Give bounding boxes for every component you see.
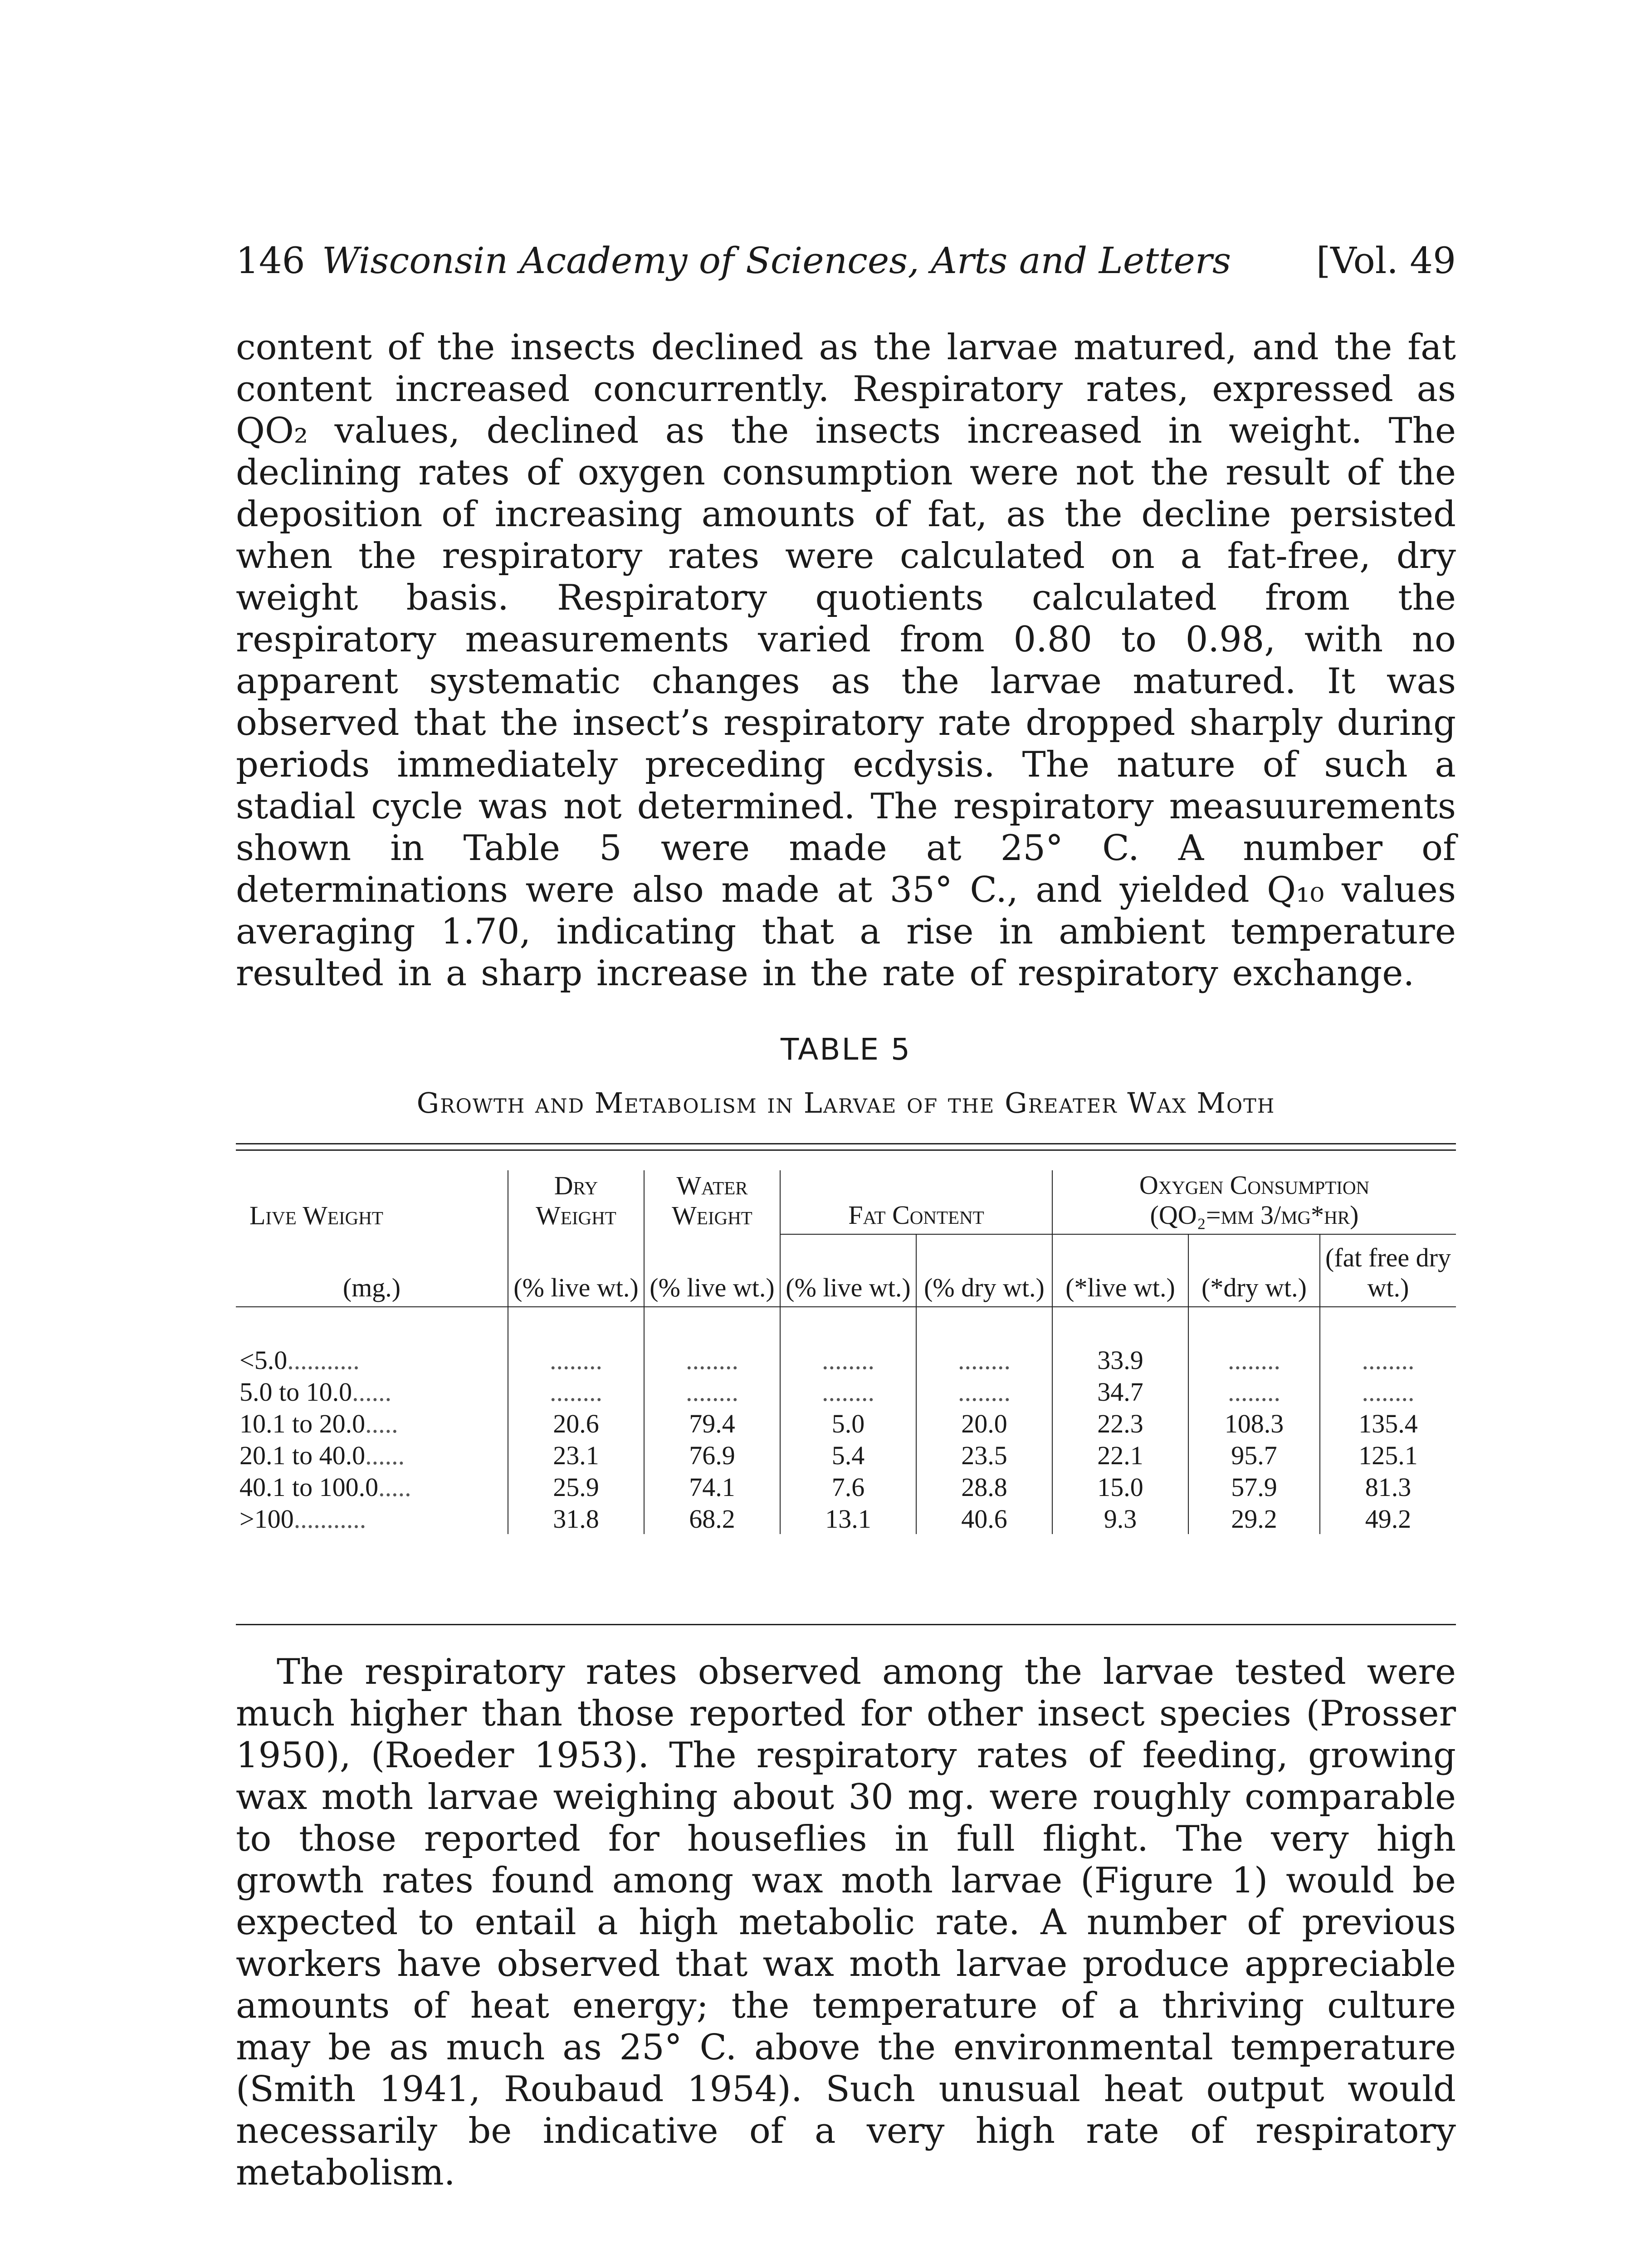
table-header-row: [236, 1170, 1456, 1234]
table-subheader-row: [236, 1234, 1456, 1307]
cell-fat-dry: 23.5: [916, 1439, 1052, 1471]
cell-o2-dry: ........: [1188, 1375, 1320, 1407]
cell-o2-fatfree: ........: [1362, 1377, 1415, 1407]
cell-o2-live: 15.0: [1052, 1471, 1188, 1502]
row-label: 5.0 to 10.0......: [236, 1375, 508, 1407]
cell-fat-dry: 28.8: [916, 1471, 1052, 1502]
cell-dry: 25.9: [508, 1471, 644, 1502]
cell-dry: 20.6: [508, 1407, 644, 1439]
cell-o2-dry: 95.7: [1188, 1439, 1320, 1471]
row-label: >100...........: [236, 1502, 508, 1534]
header-dry-weight: Dry Weight: [508, 1170, 644, 1234]
table-top-rule-1: [236, 1143, 1456, 1144]
row-label: 10.1 to 20.0.....: [236, 1407, 508, 1439]
header-oxygen-consumption: Oxygen Consumption (QO₂=mm 3/mg*hr): [1052, 1170, 1456, 1234]
journal-title: Wisconsin Academy of Sciences, Arts and Letters: [322, 240, 1231, 282]
table-bottom-rule: [236, 1624, 1456, 1625]
cell-o2-live: 33.9: [1052, 1307, 1188, 1375]
growth-metabolism-table: [236, 1170, 1456, 1534]
cell-o2-live: 9.3: [1052, 1502, 1188, 1534]
row-label: 40.1 to 100.0.....: [236, 1471, 508, 1502]
table-row: [236, 1375, 1456, 1407]
cell-water: 74.1: [644, 1471, 780, 1502]
cell-o2-live: 34.7: [1052, 1375, 1188, 1407]
table-row: [236, 1307, 1456, 1375]
sub-dry-unit: (% live wt.): [508, 1234, 644, 1307]
table-row: [236, 1502, 1456, 1534]
cell-water: ........: [644, 1307, 780, 1375]
body-paragraph-1: content of the insects declined as the larvae matured, and the fat content increased concurrently. Respiratory rates, expressed as QO₂ values, declined as the insects increased in weight. The declining rates of oxygen consumption were not the result of the deposition of increasing amounts of fat, as the decline persisted when the respiratory rates were calculated on a fat-free, dry weight basis. Respiratory quotients calculated from the respiratory measurements varied from 0.80 to 0.98, with no apparent systematic changes as the larvae matured. It was observed that the insect’s respiratory rate dropped sharply during periods immediately preceding ecdysis. The nature of such a stadial cycle was not determined. The respiratory measuurements shown in Table 5 were made at 25° C. A number of determinations were also made at 35° C., and yielded Q₁₀ values averaging 1.70, indicating that a rise in ambient temperature resulted in a sharp increase in the rate of respiratory exchange.: [236, 327, 1456, 994]
cell-o2-fatfree: 125.1: [1358, 1441, 1418, 1470]
cell-o2-dry: 29.2: [1188, 1502, 1320, 1534]
sub-o2-live-unit: (*live wt.): [1052, 1234, 1188, 1307]
header-water-weight: Water Weight: [644, 1170, 780, 1234]
sub-live-unit: (mg.): [236, 1234, 508, 1307]
cell-fat-live: ........: [780, 1375, 916, 1407]
body-paragraph-2: The respiratory rates observed among the larvae tested were much higher than those reported for other insect species (Prosser 1950), (Roeder 1953). The respiratory rates of feeding, growing wax moth larvae weighing about 30 mg. were roughly comparable to those reported for houseflies in full flight. The very high growth rates found among wax moth larvae (Figure 1) would be expected to entail a high metabolic rate. A number of previous workers have observed that wax moth larvae produce appreciable amounts of heat energy; the temperature of a thriving culture may be as much as 25° C. above the environmental temperature (Smith 1941, Roubaud 1954). Such unusual heat output would necessarily be indicative of a very high rate of respiratory metabolism.: [236, 1652, 1456, 2193]
table-caption: Growth and Metabolism in Larvae of the Greater Wax Moth: [416, 1086, 1275, 1119]
sub-o2-fatfree-unit: (fat free dry wt.): [1325, 1243, 1451, 1302]
table-row: [236, 1407, 1456, 1439]
sub-water-unit: (% live wt.): [644, 1234, 780, 1307]
header-live-weight: Live Weight: [236, 1170, 508, 1234]
cell-o2-live: 22.3: [1052, 1407, 1188, 1439]
row-label: 20.1 to 40.0......: [236, 1439, 508, 1471]
cell-o2-dry: 108.3: [1188, 1407, 1320, 1439]
cell-o2-fatfree: 135.4: [1358, 1409, 1418, 1438]
cell-fat-live: 5.4: [780, 1439, 916, 1471]
cell-fat-dry: 20.0: [916, 1407, 1052, 1439]
sub-fat-dry-unit: (% dry wt.): [916, 1234, 1052, 1307]
cell-fat-live: 5.0: [780, 1407, 916, 1439]
cell-fat-live: 13.1: [780, 1502, 916, 1534]
cell-o2-live: 22.1: [1052, 1439, 1188, 1471]
cell-dry: 31.8: [508, 1502, 644, 1534]
cell-dry: ........: [508, 1307, 644, 1375]
cell-o2-fatfree: 49.2: [1365, 1504, 1411, 1534]
cell-fat-live: 7.6: [780, 1471, 916, 1502]
table-row: [236, 1471, 1456, 1502]
sub-o2-dry-unit: (*dry wt.): [1188, 1234, 1320, 1307]
cell-o2-fatfree: ........: [1362, 1345, 1415, 1375]
sub-fat-live-unit: (% live wt.): [780, 1234, 916, 1307]
table-top-rule-2: [236, 1149, 1456, 1151]
header-fat-content: Fat Content: [780, 1170, 1052, 1234]
cell-dry: ........: [508, 1375, 644, 1407]
volume-label: [Vol. 49: [1316, 240, 1456, 282]
cell-fat-dry: ........: [916, 1375, 1052, 1407]
row-label: <5.0...........: [236, 1307, 508, 1375]
table-number: TABLE 5: [780, 1032, 912, 1067]
cell-water: 79.4: [644, 1407, 780, 1439]
cell-water: ........: [644, 1375, 780, 1407]
cell-fat-dry: 40.6: [916, 1502, 1052, 1534]
cell-water: 76.9: [644, 1439, 780, 1471]
page-number: 146: [236, 240, 305, 282]
table-row: [236, 1439, 1456, 1471]
cell-water: 68.2: [644, 1502, 780, 1534]
cell-o2-dry: ........: [1188, 1307, 1320, 1375]
cell-dry: 23.1: [508, 1439, 644, 1471]
cell-fat-live: ........: [780, 1307, 916, 1375]
cell-o2-dry: 57.9: [1188, 1471, 1320, 1502]
cell-o2-fatfree: 81.3: [1365, 1472, 1411, 1502]
cell-fat-dry: ........: [916, 1307, 1052, 1375]
